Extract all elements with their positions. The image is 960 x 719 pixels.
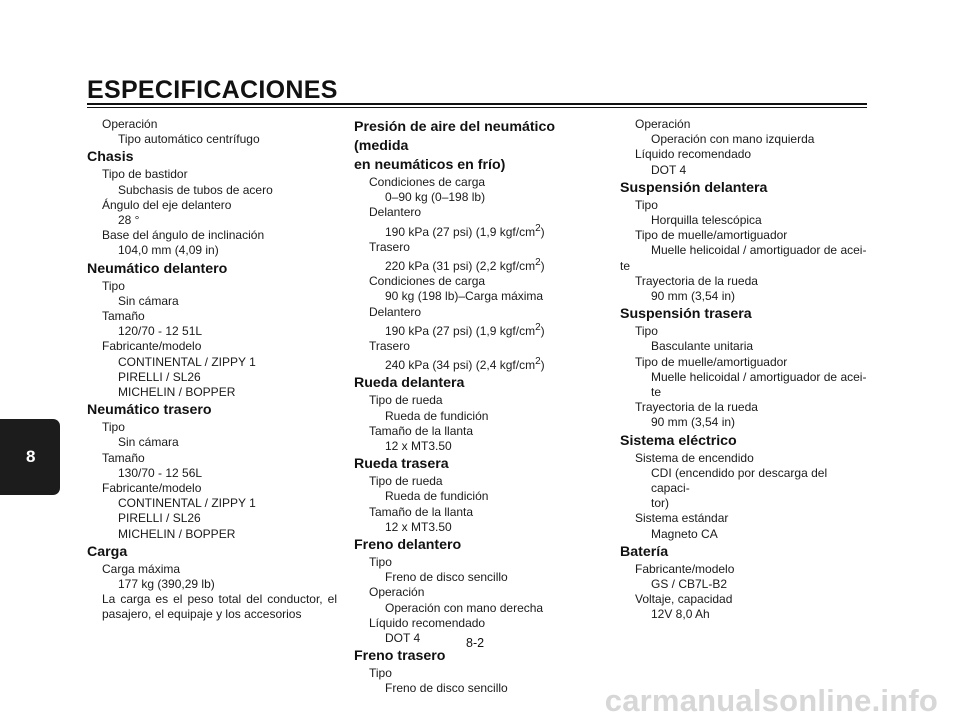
- spec-label: Tamaño de la llanta: [369, 504, 474, 519]
- spec-label: Trayectoria de la rueda: [635, 273, 758, 288]
- spec-value: [354, 221, 607, 240]
- spec-label: Tipo: [635, 324, 658, 339]
- spec-value: 90 mm (3,54 in): [651, 289, 736, 304]
- chapter-number: 8: [26, 447, 36, 466]
- section-heading-tire-pressure-line-1: Presión de aire del neumático (medida: [354, 119, 556, 154]
- spec-value: 28 °: [118, 213, 140, 228]
- spec-label: Tamaño de la llanta: [369, 423, 474, 438]
- spec-column-3: [620, 117, 868, 623]
- pressure-text: 190 kPa (27 psi) (1,9 kgf/cm: [385, 224, 536, 239]
- spec-value: Rueda de fundición: [385, 489, 489, 504]
- spec-label: Tipo de bastidor: [102, 167, 188, 182]
- spec-value: Freno de disco sencillo: [385, 570, 508, 585]
- section-heading-chasis: Chasis: [87, 149, 134, 166]
- spec-label: Líquido recomendado: [369, 615, 486, 630]
- section-heading-tire-pressure-line-2: en neumáticos en frío): [354, 157, 506, 173]
- spec-label: Trasero: [369, 239, 410, 254]
- spec-label: Delantero: [369, 304, 422, 319]
- section-heading-front-wheel: Rueda delantera: [354, 375, 465, 392]
- spec-label: Sistema de encendido: [635, 450, 754, 465]
- spec-value: PIRELLI / SL26: [118, 369, 201, 384]
- section-heading-rear-suspension: Suspensión trasera: [620, 306, 752, 323]
- spec-label: Tipo: [102, 420, 125, 435]
- spec-value: [354, 255, 607, 274]
- spec-value: MICHELIN / BOPPER: [118, 526, 236, 541]
- page-number: 8-2: [466, 636, 485, 650]
- spec-value: [354, 320, 607, 339]
- title-divider: [87, 103, 867, 108]
- spec-value: Sin cámara: [118, 293, 179, 308]
- spec-value: 90 kg (198 lb)–Carga máxima: [385, 289, 544, 304]
- spec-label: Voltaje, capacidad: [635, 592, 733, 607]
- spec-value: 12 x MT3.50: [385, 519, 452, 534]
- spec-label: Delantero: [369, 205, 422, 220]
- spec-value: 90 mm (3,54 in): [651, 415, 736, 430]
- spec-value: Magneto CA: [651, 526, 718, 541]
- spec-label: Tipo: [369, 666, 392, 681]
- spec-label: Sistema estándar: [635, 511, 729, 526]
- closing-paren: ): [540, 323, 545, 338]
- spec-label: Tipo de muelle/amortiguador: [635, 228, 788, 243]
- spec-label: Condiciones de carga: [369, 175, 486, 189]
- spec-value: 104,0 mm (4,09 in): [118, 243, 219, 258]
- spec-value: Muelle helicoidal / amortiguador de acei-: [651, 369, 867, 384]
- spec-label: Fabricante/modelo: [102, 339, 202, 354]
- spec-value-continued: te: [620, 258, 631, 273]
- spec-value-continued: te: [651, 385, 662, 400]
- spec-value: GS / CB7L-B2: [651, 577, 728, 592]
- spec-value: Tipo automático centrífugo: [118, 132, 260, 147]
- section-heading-front-tire: Neumático delantero: [87, 260, 228, 277]
- spec-value: DOT 4: [651, 162, 687, 177]
- spec-column-1: [87, 117, 337, 623]
- spec-label: Operación: [635, 117, 691, 131]
- section-heading-front-suspension: Suspensión delantera: [620, 179, 768, 196]
- closing-paren: ): [540, 259, 545, 274]
- spec-value: Horquilla telescópica: [651, 213, 762, 228]
- spec-value: DOT 4: [385, 631, 421, 646]
- spec-label: Tamaño: [102, 450, 145, 465]
- section-heading-rear-wheel: Rueda trasera: [354, 456, 449, 473]
- spec-value: 12V 8,0 Ah: [651, 607, 710, 622]
- spec-value: Operación con mano izquierda: [651, 132, 815, 147]
- superscript: 2: [535, 222, 541, 234]
- superscript: 2: [535, 257, 541, 269]
- spec-label: Fabricante/modelo: [635, 561, 735, 576]
- section-heading-electrical: Sistema eléctrico: [620, 432, 737, 449]
- spec-value: Muelle helicoidal / amortiguador de acei-: [651, 243, 867, 258]
- spec-label: Tipo de rueda: [369, 474, 443, 489]
- spec-label: Tipo: [369, 555, 392, 570]
- spec-value: Operación con mano derecha: [385, 600, 544, 615]
- section-heading-battery: Batería: [620, 543, 669, 560]
- spec-label: Base del ángulo de inclinación: [102, 228, 265, 243]
- spec-value: 130/70 - 12 56L: [118, 465, 203, 480]
- section-heading-rear-brake: Freno trasero: [354, 648, 446, 665]
- spec-label: Líquido recomendado: [635, 147, 752, 162]
- load-note: La carga es el peso total del conductor, el pasajero, el equipaje y los accesorios: [102, 592, 337, 622]
- spec-value: MICHELIN / BOPPER: [118, 385, 236, 400]
- section-heading-front-brake: Freno delantero: [354, 537, 462, 554]
- spec-value: CONTINENTAL / ZIPPY 1: [118, 496, 256, 511]
- spec-value: 120/70 - 12 51L: [118, 324, 203, 339]
- spec-label: Tipo de rueda: [369, 393, 443, 408]
- spec-label: Tipo: [635, 197, 658, 212]
- spec-column-2: [354, 117, 607, 697]
- spec-label: Carga máxima: [102, 561, 181, 576]
- spec-label: Condiciones de carga: [369, 274, 486, 289]
- section-heading-rear-tire: Neumático trasero: [87, 402, 212, 419]
- spec-value: Rueda de fundición: [385, 408, 489, 423]
- spec-label: Tipo de muelle/amortiguador: [635, 354, 788, 369]
- spec-label: Tipo: [102, 278, 125, 293]
- pressure-text: 220 kPa (31 psi) (2,2 kgf/cm: [385, 259, 536, 274]
- spec-value: CDI (encendido por descarga del capaci-: [651, 465, 828, 496]
- spec-value: Sin cámara: [118, 435, 179, 450]
- spec-label: Tamaño: [102, 309, 145, 324]
- spec-value: [354, 354, 607, 373]
- spec-value: 177 kg (390,29 lb): [118, 577, 215, 592]
- closing-paren: ): [540, 224, 545, 239]
- chapter-tab: [0, 419, 60, 495]
- spec-label: Fabricante/modelo: [102, 481, 202, 496]
- spec-value: PIRELLI / SL26: [118, 511, 201, 526]
- spec-label: Trasero: [369, 339, 410, 354]
- spec-value: CONTINENTAL / ZIPPY 1: [118, 354, 256, 369]
- spec-label: Trayectoria de la rueda: [635, 400, 758, 415]
- superscript: 2: [535, 321, 541, 333]
- spec-value-continued: tor): [651, 496, 669, 511]
- watermark: carmanualsonline.info: [604, 683, 938, 718]
- section-heading-load: Carga: [87, 543, 128, 560]
- spec-value: 0–90 kg (0–198 lb): [385, 190, 486, 205]
- spec-value: Subchasis de tubos de acero: [118, 182, 273, 197]
- superscript: 2: [535, 356, 541, 368]
- spec-label: Operación: [102, 117, 158, 131]
- spec-label: Ángulo del eje delantero: [102, 197, 232, 212]
- page-title: ESPECIFICACIONES: [87, 76, 338, 104]
- spec-label: Operación: [369, 585, 425, 600]
- spec-value: Freno de disco sencillo: [385, 681, 508, 696]
- pressure-text: 240 kPa (34 psi) (2,4 kgf/cm: [385, 358, 536, 373]
- pressure-text: 190 kPa (27 psi) (1,9 kgf/cm: [385, 323, 536, 338]
- spec-value: 12 x MT3.50: [385, 439, 452, 454]
- spec-value: Basculante unitaria: [651, 339, 754, 354]
- closing-paren: ): [540, 358, 545, 373]
